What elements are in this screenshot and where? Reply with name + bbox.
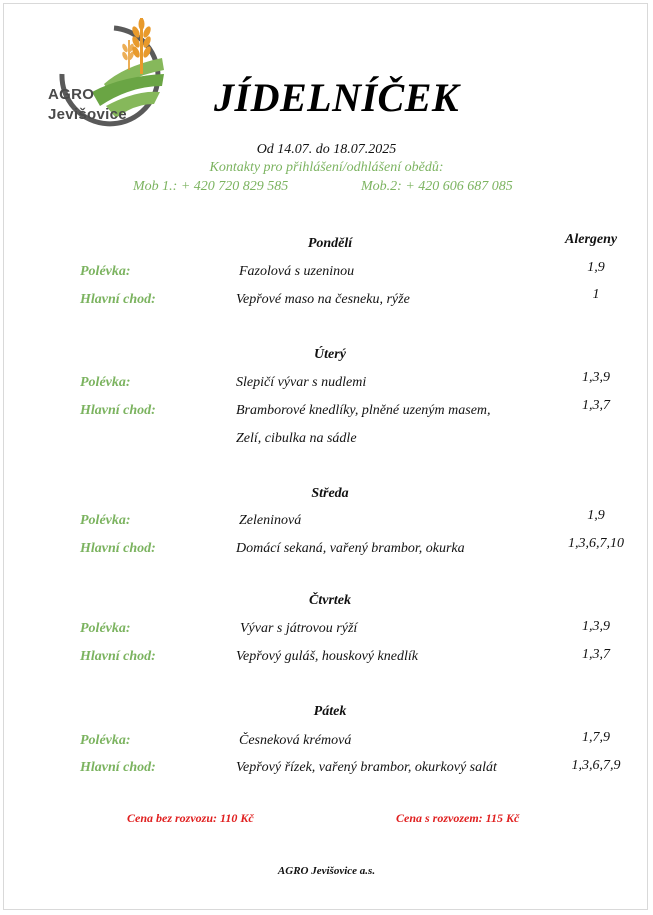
soup-allergens: 1,3,9 [582,619,610,634]
day-heading-wednesday: Středa [311,486,349,501]
soup-label: Polévka: [80,513,131,528]
main-course-dish: Vepřový řízek, vařený brambor, okurkový salát [236,760,497,775]
soup-label: Polévka: [80,621,131,636]
contact-mobile-2: Mob.2: + 420 606 687 085 [361,179,513,194]
soup-dish: Česneková krémová [239,733,352,748]
logo-text-jevisovice: Jevišovice [48,106,127,123]
contact-mobile-1: Mob 1.: + 420 720 829 585 [133,179,289,194]
main-course-allergens: 1,3,6,7,9 [571,758,621,773]
main-course-allergens: 1,3,7 [582,398,610,413]
menu-period: Od 14.07. do 18.07.2025 [256,142,397,157]
main-course-label: Hlavní chod: [80,760,156,775]
main-course-allergens: 1 [592,287,600,302]
main-course-dish: Bramborové knedlíky, plněné uzeným masem, [236,403,491,418]
soup-label: Polévka: [80,375,131,390]
soup-allergens: 1,7,9 [582,730,610,745]
main-course-label: Hlavní chod: [80,292,156,307]
day-heading-monday: Pondělí [307,236,353,251]
soup-dish: Zeleninová [239,513,302,528]
soup-dish: Slepičí vývar s nudlemi [236,375,367,390]
main-course-dish: Vepřové maso na česneku, rýže [236,292,410,307]
main-course-dish: Vepřový guláš, houskový knedlík [236,649,418,664]
main-course-dish-line2: Zelí, cibulka na sádle [236,431,357,446]
day-heading-thursday: Čtvrtek [309,593,351,608]
soup-label: Polévka: [80,733,131,748]
main-course-dish: Domácí sekaná, vařený brambor, okurka [236,541,465,556]
allergens-header: Alergeny [565,232,618,247]
logo-text-agro: AGRO [48,86,95,103]
day-heading-friday: Pátek [313,704,347,719]
contacts-heading: Kontakty pro přihlášení/odhlášení obědů: [209,160,444,175]
main-course-label: Hlavní chod: [80,541,156,556]
soup-dish: Fazolová s uzeninou [239,264,355,279]
soup-dish: Vývar s játrovou rýží [240,621,358,636]
page-title: JÍDELNÍČEK [214,75,460,120]
main-course-label: Hlavní chod: [80,649,156,664]
main-course-allergens: 1,3,6,7,10 [568,536,624,551]
day-heading-tuesday: Úterý [314,347,346,362]
soup-label: Polévka: [80,264,131,279]
soup-allergens: 1,3,9 [582,370,610,385]
price-with-delivery: Cena s rozvozem: 115 Kč [396,811,520,825]
main-course-allergens: 1,3,7 [582,647,610,662]
soup-allergens: 1,9 [587,260,605,275]
company-name: AGRO Jevišovice a.s. [277,865,376,877]
price-without-delivery: Cena bez rozvozu: 110 Kč [127,811,254,825]
soup-allergens: 1,9 [587,508,605,523]
main-course-label: Hlavní chod: [80,403,156,418]
